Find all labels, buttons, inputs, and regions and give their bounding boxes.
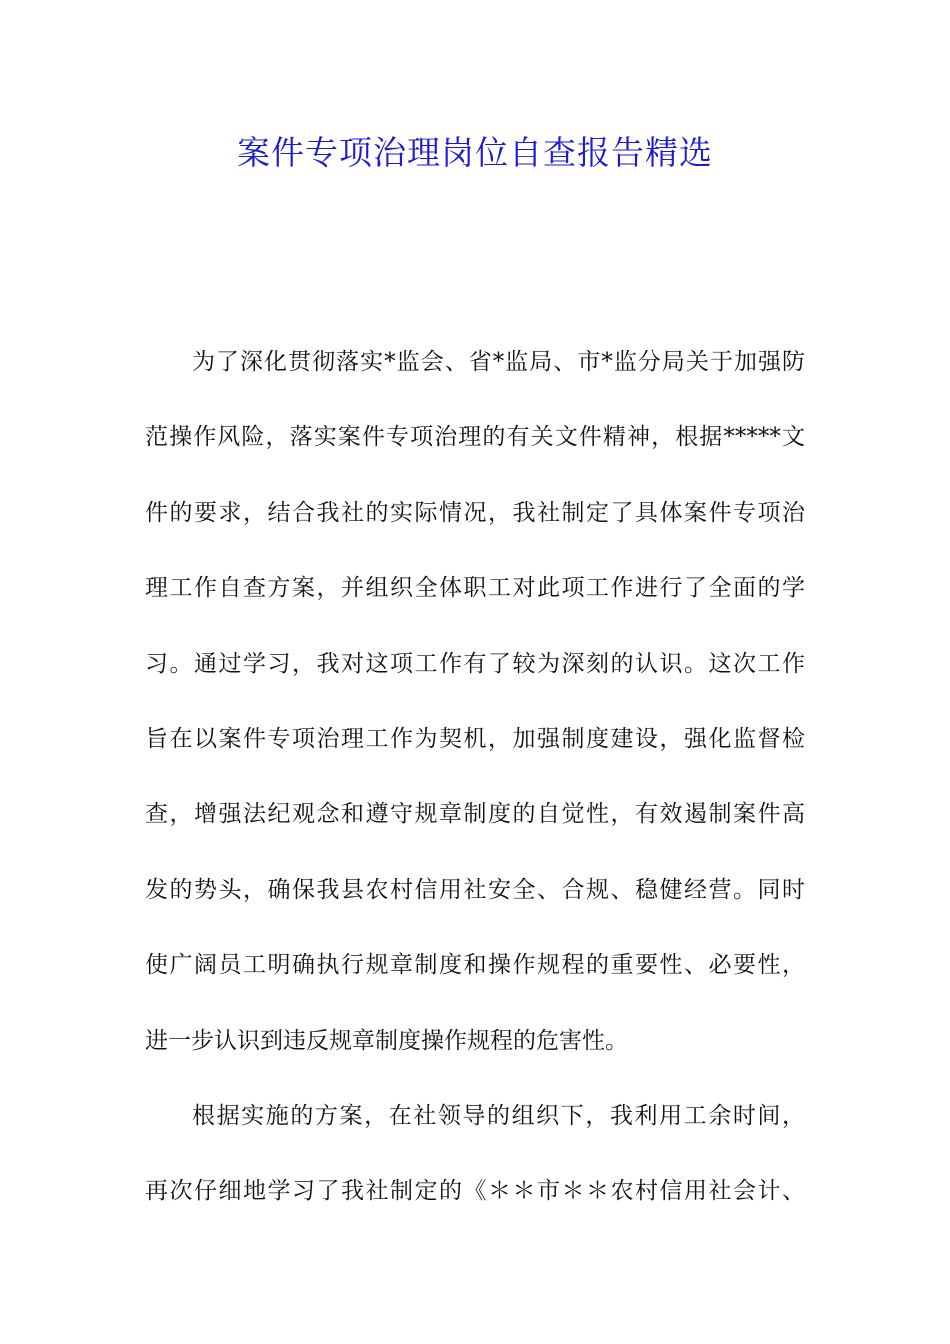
paragraph-line: 再次仔细地学习了我社制定的《＊＊市＊＊农村信用社会计、 xyxy=(145,1178,805,1205)
paragraph-line: 件的要求，结合我社的实际情况，我社制定了具体案件专项治 xyxy=(145,499,805,526)
document-body xyxy=(145,337,805,1242)
paragraph-line: 进一步认识到违反规章制度操作规程的危害性。 xyxy=(145,1027,628,1054)
paragraph-line: 为了深化贯彻落实*监会、省*监局、市*监分局关于加强防 xyxy=(192,349,805,375)
document-title: 案件专项治理岗位自查报告精选 xyxy=(237,133,713,172)
paragraph-1 xyxy=(145,337,805,1091)
paragraph-line: 旨在以案件专项治理工作为契机，加强制度建设，强化监督检 xyxy=(145,725,805,752)
paragraph-line: 根据实施的方案，在社领导的组织下，我利用工余时间， xyxy=(192,1102,805,1129)
paragraph-line: 范操作风险，落实案件专项治理的有关文件精神，根据*****文 xyxy=(145,424,805,451)
paragraph-line: 习。通过学习，我对这项工作有了较为深刻的认识。这次工作 xyxy=(145,650,805,677)
paragraph-line: 理工作自查方案，并组织全体职工对此项工作进行了全面的学 xyxy=(145,575,805,602)
paragraph-line: 查，增强法纪观念和遵守规章制度的自觉性，有效遏制案件高 xyxy=(145,801,805,828)
paragraph-2 xyxy=(145,1091,805,1242)
paragraph-line: 使广阔员工明确执行规章制度和操作规程的重要性、必要性， xyxy=(145,952,805,979)
paragraph-line: 发的势头，确保我县农村信用社安全、合规、稳健经营。同时 xyxy=(145,876,805,903)
